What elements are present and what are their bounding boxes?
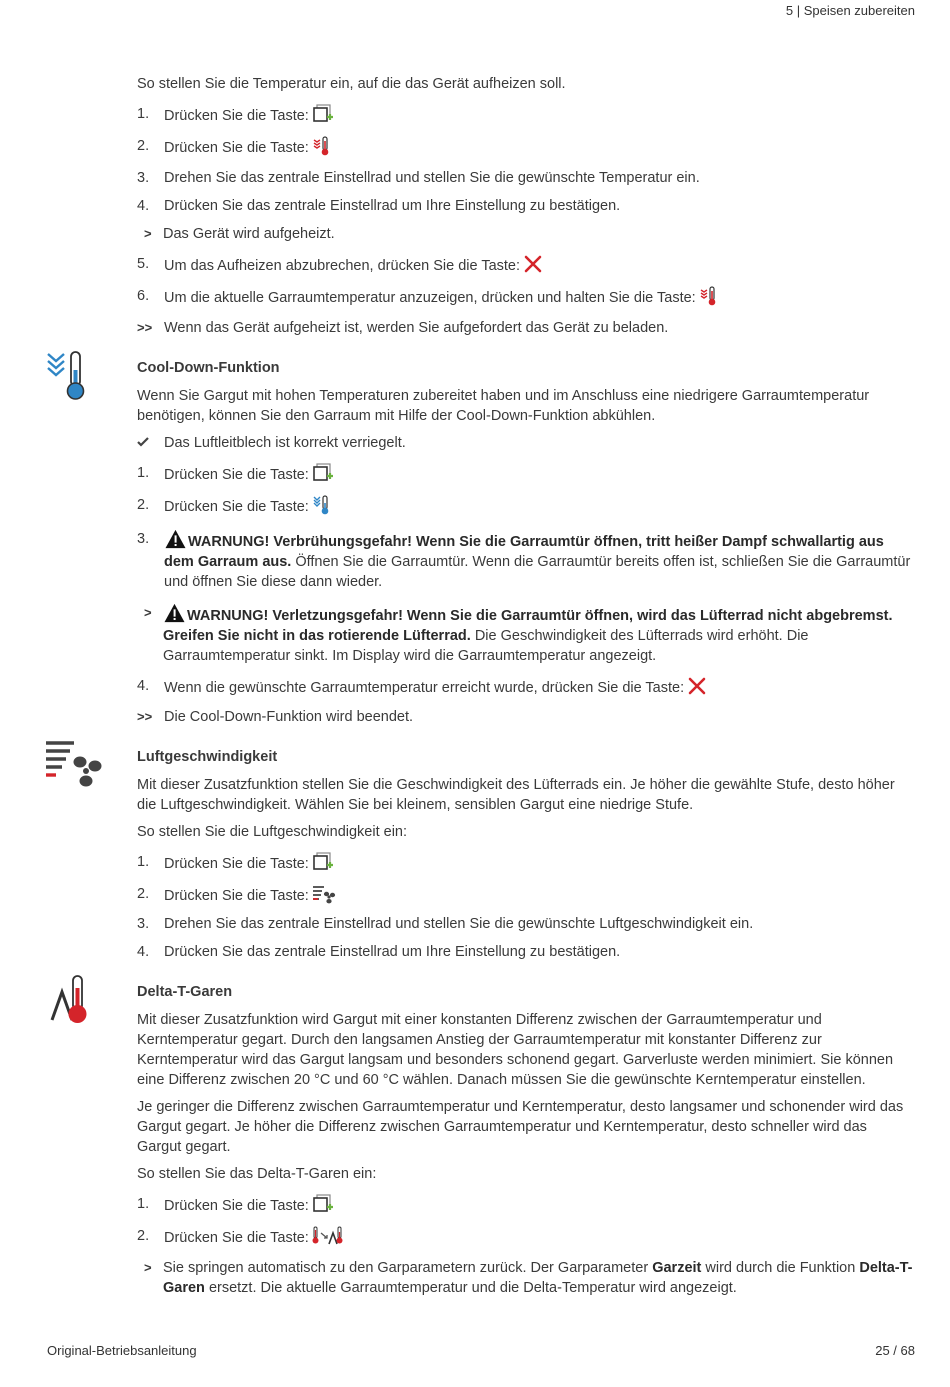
add-function-icon [312,463,334,483]
delta-t-icon [312,1226,346,1246]
result-marker: >> [137,709,153,724]
temperature-intro: So stellen Sie die Temperatur ein, auf die das Gerät aufheizen soll. [137,76,566,92]
cooldown-result-2 [137,707,915,727]
prerequisite-text: Das Luftleitblech ist korrekt verriegelt. [164,435,406,451]
temperature-step-6 [137,286,915,308]
step-text: Drücken Sie die Taste: [164,856,309,872]
cooldown-step-3 [137,529,915,592]
step-number: 3. [137,531,150,547]
step-number: 4. [137,198,150,214]
page-content [137,74,915,1308]
cancel-x-icon [523,254,543,274]
page-header: 5 | Speisen zubereiten [785,3,915,18]
parameter-name: Garzeit [652,1260,702,1276]
check-icon [137,436,149,448]
step-number: 2. [137,1228,150,1244]
delta-step-2 [137,1226,915,1248]
fan-intro: Mit dieser Zusatzfunktion stellen Sie die Geschwindigkeit des Lüfterrads ein. Je höher die gewählte Stufe, desto höher die Luftgeschwindigkeit. Wählen Sie bei kleinem, sensiblen Gargut eine niedrige Stufe. [137,777,895,813]
fan-step-4 [137,942,915,962]
step-number: 3. [137,170,150,186]
result-marker: > [144,1260,152,1275]
step-number: 1. [137,1196,150,1212]
temperature-result-1 [137,224,915,244]
add-function-icon [312,852,334,872]
cooldown-icon [312,495,332,515]
step-text: Drücken Sie die Taste: [164,1230,309,1246]
warning-icon [164,529,187,549]
step-text: Öffnen Sie die Garraumtür. Wenn die Garraumtür bereits offen ist, schließen Sie die Garraumtür und öffnen Sie diese dann wieder. [164,554,911,590]
cooldown-intro: Wenn Sie Gargut mit hohen Temperaturen zubereitet haben und im Anschluss eine niedrigere Garraumtemperatur benötigen, können Sie den Garraum mit Hilfe der Cool-Down-Funktion abkühlen. [137,388,870,424]
step-number: 2. [137,138,150,154]
delta-paragraph-3: So stellen Sie das Delta-T-Garen ein: [137,1166,377,1182]
result-marker: > [144,605,152,620]
temperature-step-3 [137,168,915,188]
fan-speed-icon [44,739,104,793]
fan-intro-2: So stellen Sie die Luftgeschwindigkeit ein: [137,824,408,840]
step-number: 2. [137,886,150,902]
temperature-step-2 [137,136,915,158]
step-number: 4. [137,678,150,694]
heat-thermometer-icon [312,136,332,156]
warning-text: WARNUNG! Verbrühungsgefahr! Wenn Sie die Garraumtür öffnen, tritt heißer Dampf schwallartig aus dem Garraum aus. [164,534,884,570]
step-text: Drücken Sie das zentrale Einstellrad um Ihre Einstellung zu bestätigen. [164,198,621,214]
result-text: ersetzt. Die aktuelle Garraumtemperatur und die Delta-Temperatur wird angezeigt. [204,1280,737,1296]
step-number: 3. [137,916,150,932]
footer-manual: Original-Betriebsanleitung [47,1343,197,1358]
result-text: Sie springen automatisch zu den Garparametern zurück. Der Garparameter [163,1260,653,1276]
step-text: Wenn die gewünschte Garraumtemperatur erreicht wurde, drücken Sie die Taste: [164,680,685,696]
step-number: 6. [137,288,150,304]
result-marker: > [144,226,152,241]
cooldown-step-1 [137,463,915,485]
fan-speed-icon [312,884,336,904]
temperature-section [137,74,915,338]
step-text: Drehen Sie das zentrale Einstellrad und stellen Sie die gewünschte Temperatur ein. [164,170,700,186]
delta-t-icon [50,974,94,1026]
step-text: Drücken Sie die Taste: [164,467,309,483]
fan-step-3 [137,914,915,934]
step-number: 1. [137,854,150,870]
step-number: 4. [137,944,150,960]
delta-result-1 [137,1258,915,1298]
step-text: Drücken Sie das zentrale Einstellrad um Ihre Einstellung zu bestätigen. [164,944,621,960]
fan-section [137,747,915,962]
temperature-step-5 [137,254,915,276]
add-function-icon [312,1194,334,1214]
result-text: Wenn das Gerät aufgeheizt ist, werden Sie aufgefordert das Gerät zu beladen. [164,320,669,336]
result-text: Das Gerät wird aufgeheizt. [163,226,335,242]
step-text: Um das Aufheizen abzubrechen, drücken Sie die Taste: [164,258,521,274]
temperature-step-1 [137,104,915,126]
delta-section [137,982,915,1298]
warning-icon [163,603,186,623]
result-text: Die Cool-Down-Funktion wird beendet. [164,709,414,725]
delta-step-1 [137,1194,915,1216]
step-text: Um die aktuelle Garraumtemperatur anzuzeigen, drücken und halten Sie die Taste: [164,290,696,306]
cooldown-title: Cool-Down-Funktion [137,360,280,376]
step-number: 1. [137,106,150,122]
step-number: 2. [137,497,150,513]
cooldown-step-4 [137,676,915,698]
result-text: Die Geschwindigkeit des Lüfterrads wird erhöht. Die Garraumtemperatur sinkt. Im Display wird die Garraumtemperatur angezeigt. [163,628,809,664]
cooldown-result-1 [137,603,915,666]
heat-thermometer-icon [699,286,719,306]
cancel-x-icon [687,676,707,696]
delta-paragraph-1: Mit dieser Zusatzfunktion wird Gargut mit einer konstanten Differenz zwischen der Garraumtemperatur und Kerntemperatur gegart. Durch den langsamen Anstieg der Garraumtemperatur mit konstanter Differenz zur Kerntemperatur wird das Gargut langsam und besonders schonend gegart. Garverluste werden minimiert. Sie können eine Differenz zwischen 20 °C und 60 °C wählen. Danach müssen Sie die gewünschte Kerntemperatur einstellen. [137,1012,894,1088]
step-text: Drehen Sie das zentrale Einstellrad und stellen Sie die gewünschte Luftgeschwindigkeit ein. [164,916,754,932]
warning-text: WARNUNG! Verletzungsgefahr! Wenn Sie die Garraumtür öffnen, wird das Lüfterrad nicht abgebremst. Greifen Sie nicht in das rotierende Lüfterrad. [163,608,893,644]
temperature-step-4 [137,196,915,216]
cooldown-prerequisite [137,433,915,453]
step-text: Drücken Sie die Taste: [164,108,309,124]
step-number: 1. [137,465,150,481]
function-name: Delta-T-Garen [163,1260,913,1296]
result-marker: >> [137,320,153,335]
footer-page-number: 25 / 68 [875,1343,915,1358]
step-text: Drücken Sie die Taste: [164,140,309,156]
cooldown-section [137,358,915,727]
fan-title: Luftgeschwindigkeit [137,749,278,765]
step-text: Drücken Sie die Taste: [164,888,309,904]
delta-paragraph-2: Je geringer die Differenz zwischen Garraumtemperatur und Kerntemperatur, desto langsamer und schonender wird das Gargut gegart. Je höher die Differenz zwischen Garraumtemperatur und Kerntemperatur, desto schneller wird das Gargut gegart. [137,1099,904,1155]
add-function-icon [312,104,334,124]
temperature-result-2 [137,318,915,338]
step-text: Drücken Sie die Taste: [164,499,309,515]
cooldown-step-2 [137,495,915,517]
cooldown-icon [44,350,92,404]
fan-step-2 [137,884,915,906]
delta-title: Delta-T-Garen [137,984,233,1000]
step-text: Drücken Sie die Taste: [164,1198,309,1214]
step-number: 5. [137,256,150,272]
result-text: wird durch die Funktion [701,1260,860,1276]
fan-step-1 [137,852,915,874]
